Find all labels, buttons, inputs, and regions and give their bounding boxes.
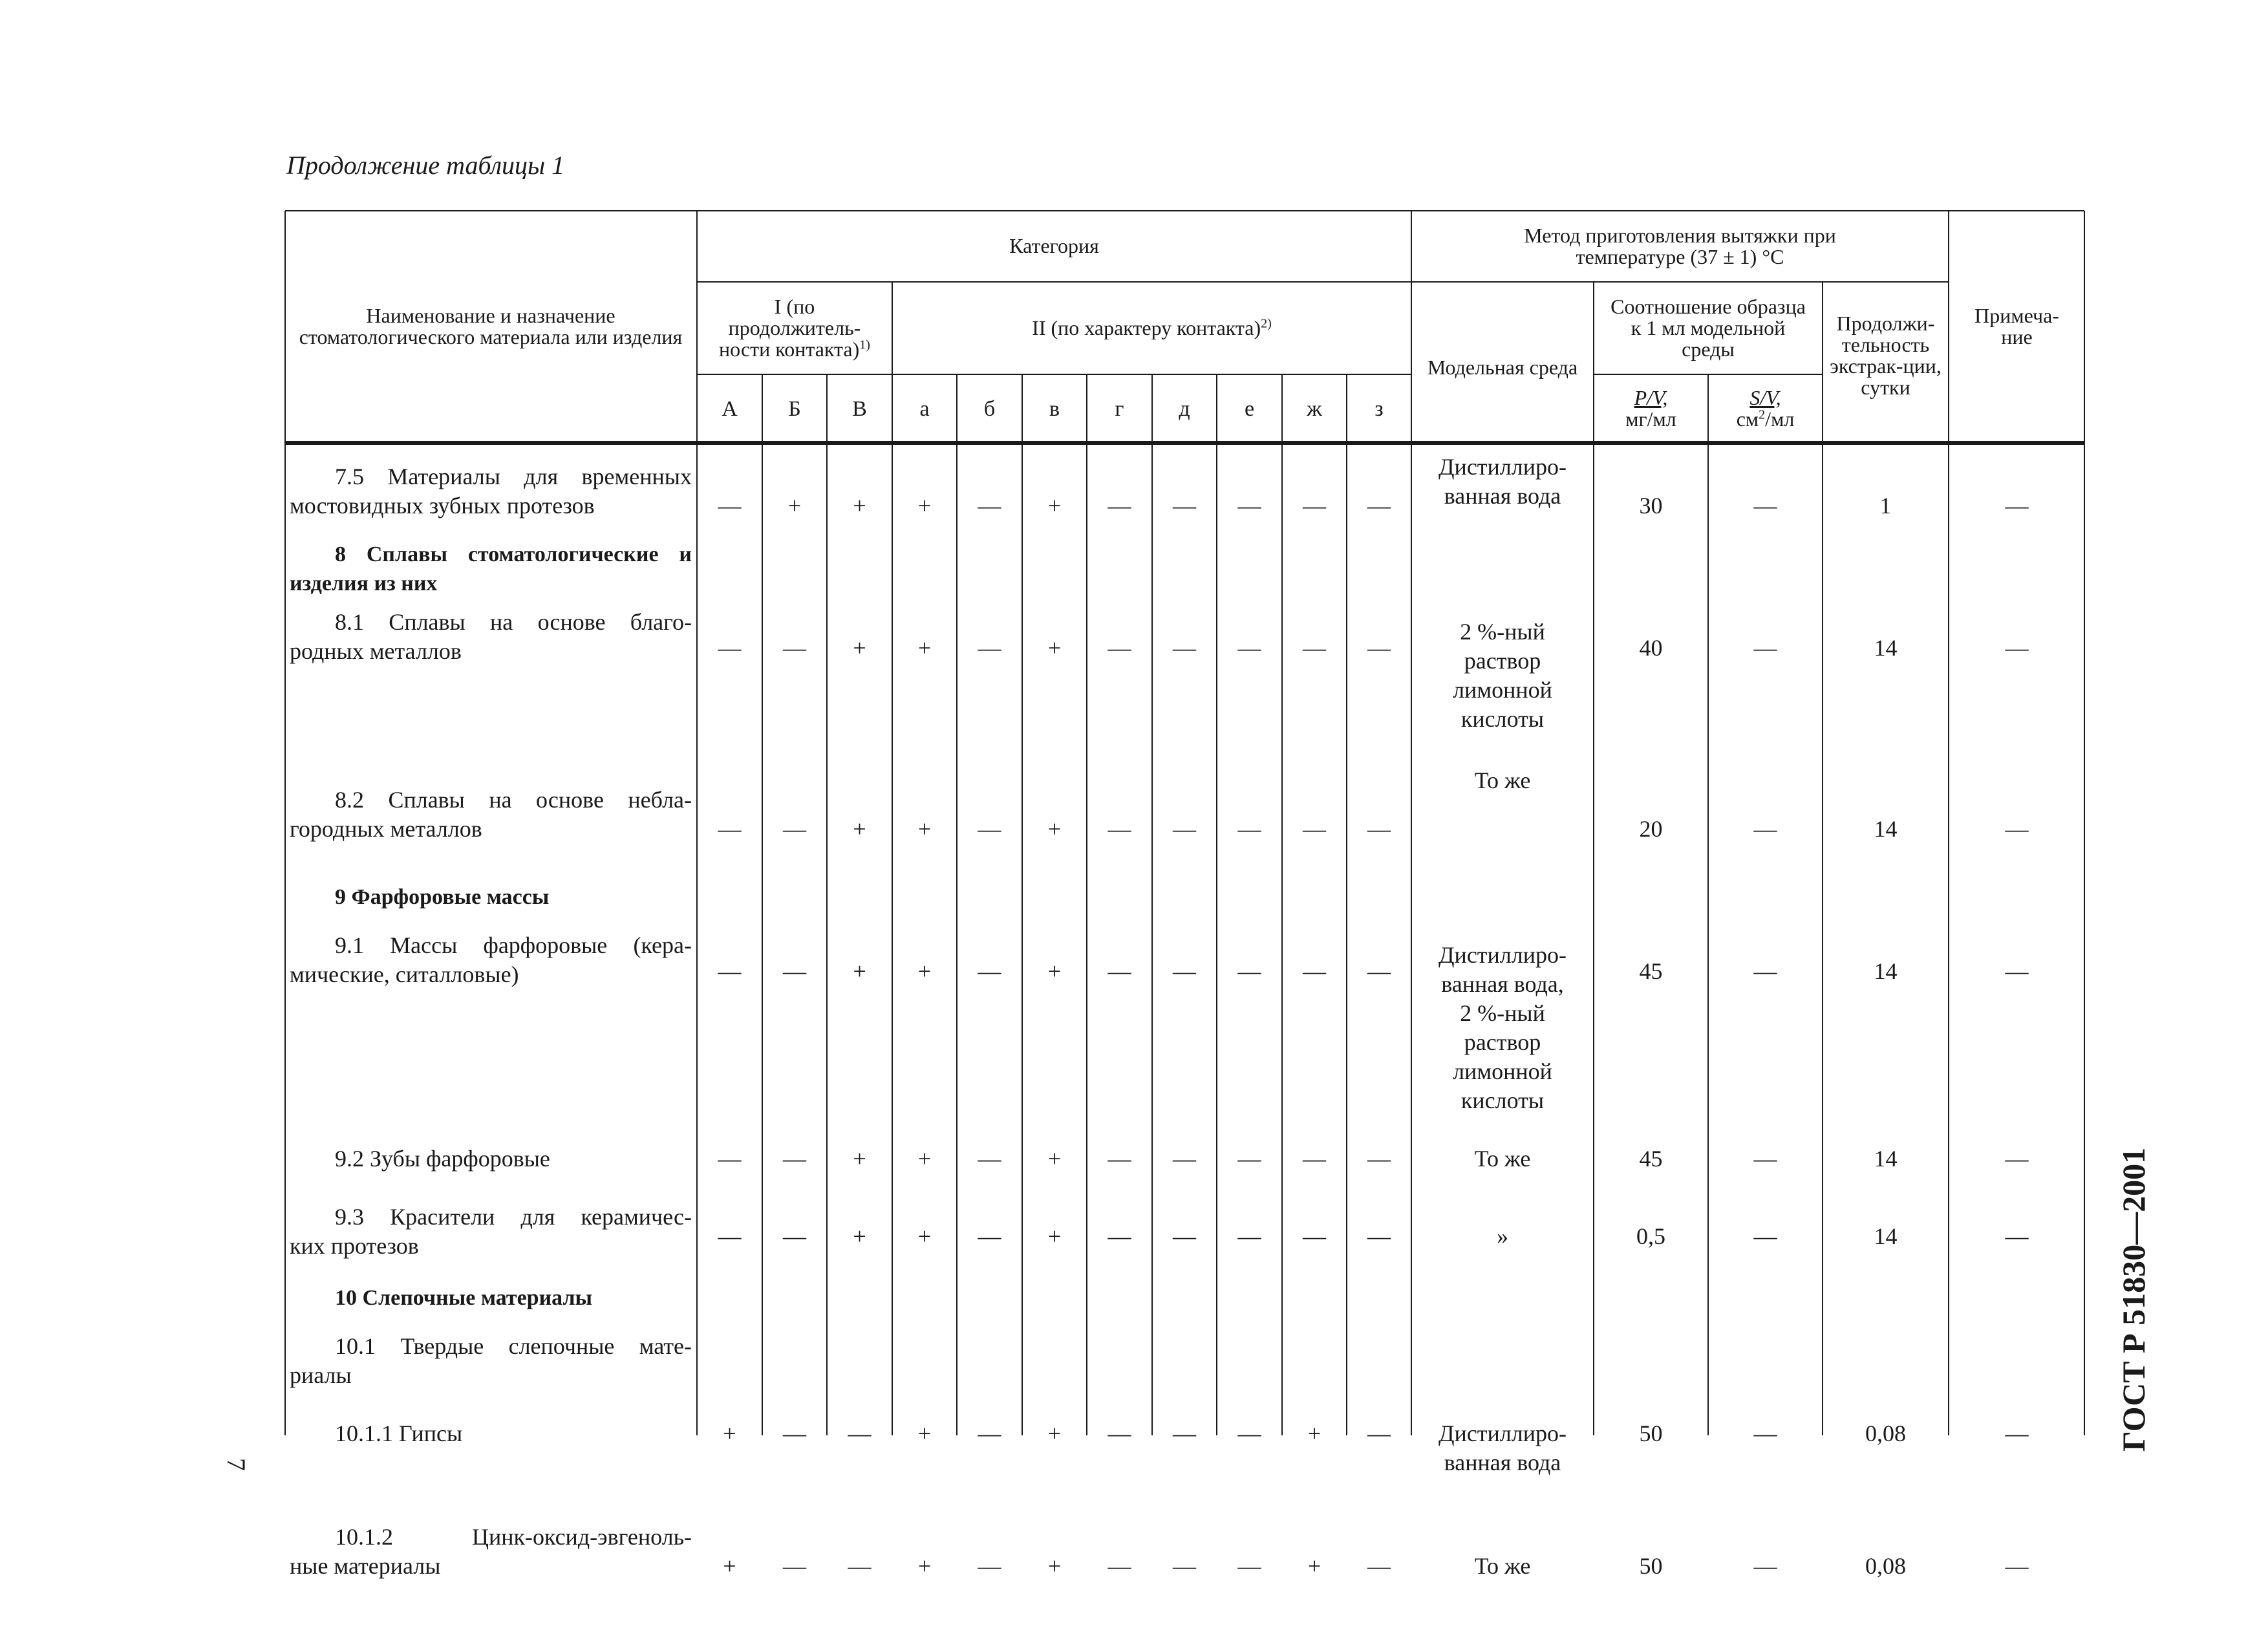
mark-cell: —: [1173, 1146, 1196, 1172]
medium-cell: [1411, 617, 1594, 756]
header-sv-label: S/V,: [1749, 386, 1781, 409]
subcolumn-header: д: [1179, 396, 1190, 421]
subcolumn-header: ж: [1307, 396, 1322, 421]
medium-line: лимонной: [1453, 677, 1552, 703]
data-table: [284, 210, 2085, 1579]
sv-cell: —: [1753, 1223, 1777, 1249]
medium-line: 2 %-ный: [1460, 619, 1545, 645]
medium-line: Дистиллиро-: [1439, 1420, 1567, 1446]
medium-line: 2 %-ный: [1460, 1000, 1545, 1026]
duration-cell: 1: [1879, 493, 1892, 519]
mark-cell: —: [1107, 816, 1131, 842]
row-label: [284, 1125, 697, 1203]
header-medium: Модельная среда: [1427, 356, 1578, 379]
subcolumn-header: В: [852, 396, 867, 421]
pv-cell: 40: [1639, 635, 1663, 661]
note-cell: —: [2005, 635, 2029, 661]
mark-cell: —: [1173, 1553, 1196, 1579]
row-label-line: 10 Слепочные материалы: [335, 1286, 593, 1310]
row-label-line: 9.2 Зубы фарфоровые: [335, 1146, 550, 1172]
mark-cell: —: [848, 1420, 872, 1446]
mark-cell: —: [978, 1420, 1001, 1446]
mark-cell: —: [1367, 635, 1391, 661]
medium-line: ванная вода: [1444, 1450, 1561, 1475]
mark-cell: —: [1237, 493, 1261, 519]
mark-cell: —: [1173, 958, 1196, 984]
row-label-line: 8.2 Сплавы на основе небла-: [335, 787, 692, 813]
subcolumn-header: г: [1115, 396, 1124, 421]
header-duration: Продолжи-тельность экстрак-ции, сутки: [1830, 312, 1942, 399]
medium-line: раствор: [1464, 648, 1541, 674]
table-caption: Продолжение таблицы 1: [286, 151, 565, 180]
mark-cell: +: [723, 1553, 736, 1579]
header-category-1: [697, 282, 892, 374]
row-label-text: [290, 540, 692, 598]
pv-cell: 50: [1639, 1420, 1663, 1446]
sv-cell: —: [1753, 1553, 1777, 1579]
mark-cell: +: [917, 1420, 932, 1446]
row-label-line: 10.1.2 Цинк-оксид-эвгеноль-: [335, 1524, 692, 1550]
header-pv-label: P/V,: [1634, 386, 1668, 409]
mark-cell: —: [1367, 1553, 1391, 1579]
header-category-1-text: I (по продолжитель-ности контакта): [719, 295, 861, 361]
medium-cell: [1411, 766, 1594, 883]
sv-cell: —: [1753, 635, 1777, 661]
row-label-text: [290, 1332, 692, 1390]
mark-cell: +: [1047, 1146, 1062, 1172]
subcolumn-header: в: [1049, 396, 1060, 421]
mark-cell: —: [718, 958, 742, 984]
row-label-line: мические, ситалловые): [290, 961, 519, 987]
row-label-text: [290, 1419, 692, 1448]
subcolumn-header: з: [1375, 396, 1384, 421]
header-method: Метод приготовления вытяжки при температуре (37 ± 1) °С: [1524, 223, 1836, 268]
row-label-line: 10.1.1 Гипсы: [335, 1420, 463, 1446]
row-label-line: 7.5 Материалы для временных: [335, 464, 692, 489]
note-cell: —: [2005, 1146, 2029, 1172]
row-label-line: ные материалы: [290, 1553, 441, 1579]
row-label-line: ких протезов: [290, 1233, 419, 1259]
medium-cell: [1411, 1144, 1594, 1203]
subcolumn-header: б: [983, 396, 996, 421]
mark-cell: +: [853, 493, 866, 519]
mark-cell: —: [978, 1223, 1001, 1249]
medium-line: ванная вода,: [1441, 971, 1564, 997]
mark-cell: —: [1237, 1146, 1261, 1172]
footnote-ref-1: 1): [859, 337, 870, 352]
row-label-line: 9.1 Массы фарфоровые (кера-: [335, 932, 692, 958]
mark-cell: —: [1107, 1420, 1131, 1446]
medium-line: лимонной: [1453, 1058, 1552, 1084]
mark-cell: —: [1237, 958, 1261, 984]
pv-cell: 45: [1639, 958, 1663, 984]
duration-cell: 14: [1874, 635, 1898, 661]
header-category-2-text: II (по характеру контакта): [1032, 316, 1261, 339]
medium-cell: [1411, 1552, 1594, 1639]
mark-cell: +: [1047, 493, 1062, 519]
mark-cell: +: [917, 1223, 932, 1249]
medium-cell: [1411, 1222, 1594, 1283]
mark-cell: —: [1107, 493, 1131, 519]
section-heading: [284, 1332, 697, 1406]
mark-cell: —: [1303, 635, 1326, 661]
duration-cell: 14: [1874, 1223, 1898, 1249]
row-label-text: [290, 931, 692, 989]
mark-cell: +: [853, 1223, 866, 1249]
medium-line: То же: [1474, 1553, 1531, 1579]
mark-cell: +: [853, 1146, 866, 1172]
row-label-text: [290, 1283, 692, 1312]
duration-cell: 0,08: [1865, 1553, 1906, 1579]
pv-cell: 0,5: [1636, 1223, 1665, 1249]
mark-cell: —: [1173, 635, 1196, 661]
mark-cell: +: [917, 1146, 932, 1172]
mark-cell: —: [1303, 1146, 1326, 1172]
header-sv: [1708, 374, 1823, 443]
sv-cell: —: [1753, 1146, 1777, 1172]
mark-cell: —: [848, 1553, 872, 1579]
note-cell: —: [2005, 493, 2029, 519]
mark-cell: —: [1303, 493, 1326, 519]
mark-cell: —: [1367, 958, 1391, 984]
mark-cell: —: [718, 635, 742, 661]
mark-cell: +: [1047, 958, 1062, 984]
row-label-line: городных металлов: [290, 816, 482, 842]
header-note: Примеча-ние: [1974, 304, 2059, 348]
mark-cell: —: [1107, 1223, 1131, 1249]
row-label-line: мостовидных зубных протезов: [290, 493, 595, 519]
row-label: [284, 931, 697, 1125]
footnote-ref-2: 2): [1261, 316, 1272, 331]
mark-cell: +: [853, 635, 866, 661]
mark-cell: +: [917, 958, 932, 984]
medium-line: Дистиллиро-: [1439, 454, 1567, 480]
mark-cell: —: [718, 1146, 742, 1172]
row-label: [284, 1203, 697, 1283]
duration-cell: 14: [1874, 958, 1898, 984]
note-cell: —: [2005, 816, 2029, 842]
row-label-line: изделия из них: [290, 572, 438, 595]
mark-cell: —: [1367, 1420, 1391, 1446]
header-pv: [1594, 374, 1708, 443]
medium-line: кислоты: [1460, 1087, 1545, 1113]
row-label-text: [290, 608, 692, 666]
mark-cell: —: [978, 1553, 1001, 1579]
mark-cell: —: [718, 1223, 742, 1249]
mark-cell: —: [783, 1420, 806, 1446]
row-label: [284, 756, 697, 883]
mark-cell: —: [978, 816, 1001, 842]
mark-cell: —: [783, 635, 806, 661]
note-cell: —: [2005, 1420, 2029, 1446]
row-label-line: родных металлов: [290, 638, 462, 664]
sv-cell: —: [1753, 493, 1777, 519]
medium-cell: [1411, 941, 1594, 1125]
mark-cell: +: [917, 493, 932, 519]
mark-cell: —: [978, 958, 1001, 984]
mark-cell: —: [1367, 493, 1391, 519]
subcolumn-header: е: [1244, 396, 1255, 421]
header-category: Категория: [1009, 234, 1099, 257]
row-label-text: [290, 883, 692, 912]
mark-cell: —: [783, 1146, 806, 1172]
mark-cell: +: [917, 816, 932, 842]
mark-cell: —: [1173, 816, 1196, 842]
mark-cell: —: [1107, 1146, 1131, 1172]
note-cell: —: [2005, 1553, 2029, 1579]
duration-cell: 14: [1874, 1146, 1898, 1172]
medium-line: Дистиллиро-: [1439, 942, 1567, 968]
mark-cell: —: [783, 958, 806, 984]
row-label: [284, 608, 697, 756]
medium-line: То же: [1474, 1146, 1531, 1172]
duration-cell: 0,08: [1865, 1420, 1906, 1446]
section-heading: [284, 1283, 697, 1332]
mark-cell: —: [1173, 1223, 1196, 1249]
header-ratio: Соотношение образца к 1 мл модельной среды: [1610, 295, 1806, 361]
mark-cell: —: [1237, 1420, 1261, 1446]
standard-code-text: ГОСТ Р 51830—2001: [2115, 1147, 2152, 1452]
row-label-line: 9.3 Красители для керамичес-: [335, 1204, 692, 1230]
mark-cell: +: [1047, 1420, 1062, 1446]
medium-line: ванная вода: [1444, 483, 1561, 509]
header-category-2: [892, 282, 1411, 374]
subcolumn-header: А: [722, 396, 738, 421]
mark-cell: —: [1107, 958, 1131, 984]
mark-cell: +: [1047, 1223, 1062, 1249]
mark-cell: —: [1107, 1553, 1131, 1579]
row-label: [284, 1510, 697, 1639]
sv-cell: —: [1753, 1420, 1777, 1446]
medium-line: »: [1497, 1223, 1508, 1249]
medium-cell: [1411, 453, 1594, 540]
sv-cell: —: [1753, 958, 1777, 984]
mark-cell: —: [1367, 1146, 1391, 1172]
mark-cell: —: [978, 635, 1001, 661]
section-heading: [284, 883, 697, 931]
mark-cell: —: [1303, 958, 1326, 984]
row-label-line: риалы: [290, 1362, 352, 1388]
mark-cell: +: [917, 635, 932, 661]
pv-cell: 50: [1639, 1553, 1663, 1579]
mark-cell: —: [1237, 635, 1261, 661]
pv-cell: 30: [1639, 493, 1663, 519]
mark-cell: +: [1047, 635, 1062, 661]
page-number-text: 7: [222, 1458, 251, 1471]
mark-cell: +: [1047, 816, 1062, 842]
mark-cell: +: [1307, 1553, 1321, 1579]
header-pv-unit: мг/мл: [1625, 407, 1676, 431]
row-label-text: [290, 1203, 692, 1261]
header-name: Наименование и назначение стоматологического материала или изделия: [299, 304, 683, 348]
section-heading: [284, 540, 697, 608]
row-label-text: [290, 462, 692, 520]
mark-cell: —: [1237, 1223, 1261, 1249]
mark-cell: —: [1107, 635, 1131, 661]
row-label-text: [290, 1144, 692, 1173]
mark-cell: —: [978, 493, 1001, 519]
medium-line: кислоты: [1460, 706, 1545, 732]
mark-cell: —: [1303, 816, 1326, 842]
note-cell: —: [2005, 958, 2029, 984]
mark-cell: —: [718, 816, 742, 842]
row-label-text: [290, 1523, 692, 1581]
row-label-line: 8 Сплавы стоматологические и: [335, 542, 692, 566]
row-label-line: 9 Фарфоровые массы: [335, 885, 550, 909]
mark-cell: —: [1173, 1420, 1196, 1446]
pv-cell: 20: [1639, 816, 1663, 842]
row-label: [284, 1406, 697, 1510]
row-label-line: 8.1 Сплавы на основе благо-: [335, 609, 692, 635]
mark-cell: +: [853, 958, 866, 984]
mark-cell: —: [978, 1146, 1001, 1172]
subcolumn-header: Б: [788, 396, 801, 421]
subcolumn-header: а: [919, 396, 930, 421]
medium-cell: [1411, 1419, 1594, 1510]
medium-line: То же: [1474, 767, 1531, 793]
header-sv-unit: $см^2/мл$: [1736, 407, 1795, 431]
medium-line: раствор: [1464, 1029, 1541, 1055]
mark-cell: +: [1307, 1420, 1321, 1446]
mark-cell: +: [917, 1553, 932, 1579]
duration-cell: 14: [1874, 816, 1898, 842]
mark-cell: —: [783, 1223, 806, 1249]
sv-cell: —: [1753, 816, 1777, 842]
row-label: [284, 443, 697, 540]
mark-cell: +: [853, 816, 866, 842]
mark-cell: —: [718, 493, 742, 519]
mark-cell: —: [783, 816, 806, 842]
mark-cell: —: [1367, 816, 1391, 842]
mark-cell: —: [1237, 816, 1261, 842]
mark-cell: —: [783, 1553, 806, 1579]
mark-cell: +: [1047, 1553, 1062, 1579]
row-label-text: [290, 786, 692, 844]
mark-cell: —: [1237, 1553, 1261, 1579]
pv-cell: 45: [1639, 1146, 1663, 1172]
note-cell: —: [2005, 1223, 2029, 1249]
mark-cell: +: [723, 1420, 736, 1446]
mark-cell: —: [1303, 1223, 1326, 1249]
row-label-line: 10.1 Твердые слепочные мате-: [335, 1333, 692, 1359]
mark-cell: +: [787, 493, 802, 519]
mark-cell: —: [1367, 1223, 1391, 1249]
mark-cell: —: [1173, 493, 1196, 519]
